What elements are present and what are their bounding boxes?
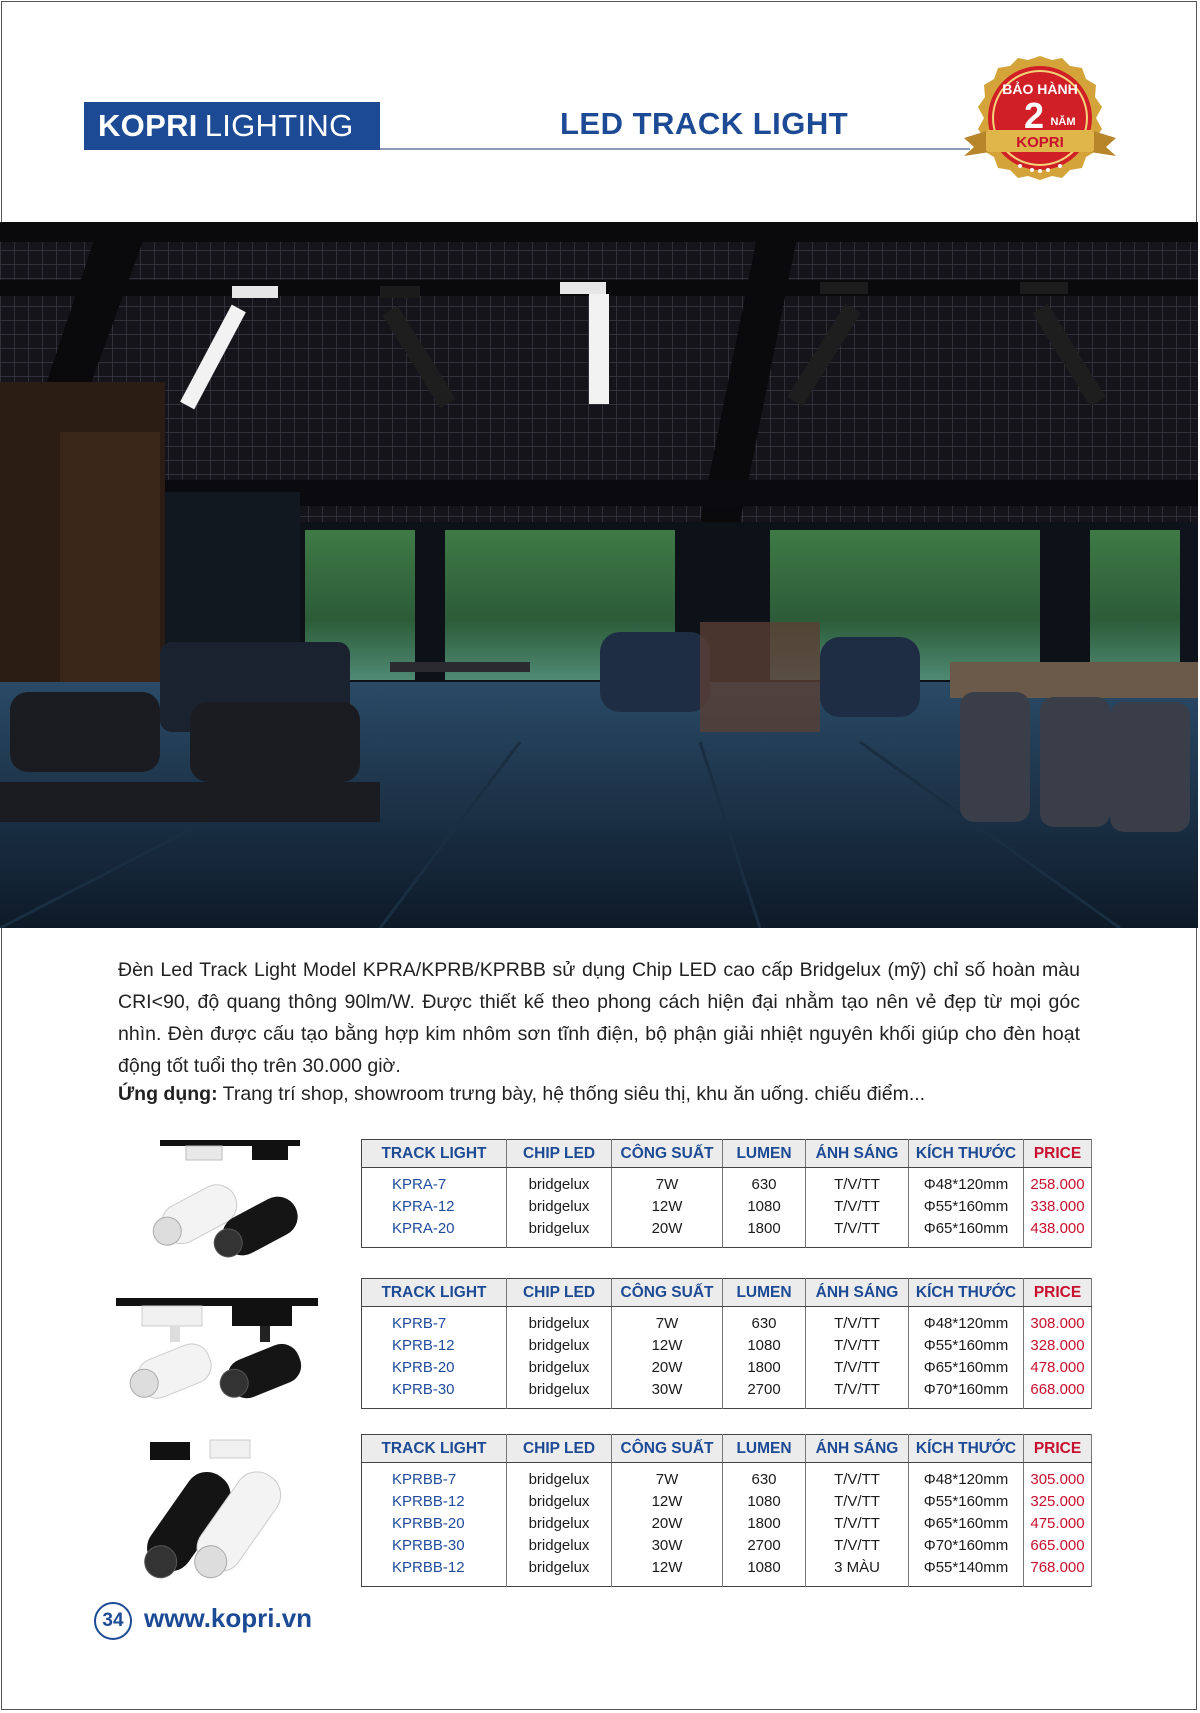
lumen-cell: 630 <box>751 1315 777 1332</box>
power-cell: 7W <box>655 1176 679 1193</box>
size-cell: Φ70*160mm <box>923 1381 1009 1398</box>
kpra-spec-table <box>361 1139 1092 1248</box>
lumen-cell: 1080 <box>747 1198 781 1215</box>
table-row <box>362 1307 1092 1409</box>
chip-cell: bridgelux <box>528 1315 590 1332</box>
light-cell: T/V/TT <box>834 1537 880 1554</box>
price-cell: 338.000 <box>1030 1198 1085 1215</box>
power-cell: 20W <box>651 1220 683 1237</box>
price-cell: 328.000 <box>1030 1337 1085 1354</box>
chip-cell: bridgelux <box>528 1493 590 1510</box>
model-cell: KPRB-30 <box>392 1381 455 1398</box>
col-header-model: TRACK LIGHT <box>362 1279 507 1307</box>
size-cell: Φ55*160mm <box>923 1493 1009 1510</box>
chip-cell: bridgelux <box>528 1559 590 1576</box>
model-cell: KPRBB-7 <box>392 1471 457 1488</box>
col-header-size: KÍCH THƯỚC <box>909 1435 1024 1463</box>
page-title: LED TRACK LIGHT <box>560 106 849 141</box>
col-header-lumen: LUMEN <box>723 1435 806 1463</box>
lumen-cell: 630 <box>751 1471 777 1488</box>
lumen-cell: 1800 <box>747 1220 781 1237</box>
col-header-model: TRACK LIGHT <box>362 1140 507 1168</box>
size-cell: Φ65*160mm <box>923 1515 1009 1532</box>
lumen-cell: 1800 <box>747 1515 781 1532</box>
table-header-row <box>362 1279 1092 1307</box>
model-cell: KPRA-7 <box>392 1176 447 1193</box>
power-cell: 30W <box>651 1381 683 1398</box>
light-cell: 3 MÀU <box>834 1559 880 1576</box>
application-text: Trang trí shop, showroom trưng bày, hệ thống siêu thị, khu ăn uống. chiếu điểm... <box>222 1083 926 1105</box>
page-number: 34 <box>94 1602 132 1640</box>
size-cell: Φ70*160mm <box>923 1537 1009 1554</box>
size-cell: Φ48*120mm <box>923 1471 1009 1488</box>
chip-cell: bridgelux <box>528 1176 590 1193</box>
chip-cell: bridgelux <box>528 1381 590 1398</box>
col-header-power: CÔNG SUẤT <box>612 1140 723 1168</box>
application-label: Ứng dụng: <box>118 1083 218 1105</box>
light-cell: T/V/TT <box>834 1337 880 1354</box>
col-header-price: PRICE <box>1024 1140 1092 1168</box>
product-description: Đèn Led Track Light Model KPRA/KPRB/KPRBB sử dụng Chip LED cao cấp Bridgelux (mỹ) chỉ số hoàn màu CRI<90, độ quang thông 90lm/W. Được thiết kế theo phong cách hiện đại nhằm tạo nên vẻ đẹp từ mọi góc nhìn. Đèn được cấu tạo bằng hợp kim nhôm sơn tĩnh điện, bộ phận giải nhiệt nguyên khối giúp cho đèn hoạt động tốt tuổi thọ trên 30.000 giờ. <box>118 959 1080 1077</box>
kprbb-product-image <box>128 1436 298 1586</box>
light-cell: T/V/TT <box>834 1471 880 1488</box>
table-header-row <box>362 1435 1092 1463</box>
col-header-price: PRICE <box>1024 1435 1092 1463</box>
light-cell: T/V/TT <box>834 1176 880 1193</box>
price-cell: 768.000 <box>1030 1559 1085 1576</box>
col-header-light: ÁNH SÁNG <box>806 1435 909 1463</box>
lumen-cell: 630 <box>751 1176 777 1193</box>
light-cell: T/V/TT <box>834 1381 880 1398</box>
power-cell: 12W <box>651 1493 683 1510</box>
col-header-chip: CHIP LED <box>507 1435 612 1463</box>
power-cell: 7W <box>655 1315 679 1332</box>
header-divider <box>380 148 970 150</box>
restaurant-interior-photo <box>0 222 1198 928</box>
col-header-size: KÍCH THƯỚC <box>909 1140 1024 1168</box>
table-row <box>362 1168 1092 1248</box>
kprb-spec-table <box>361 1278 1092 1409</box>
col-header-light: ÁNH SÁNG <box>806 1279 909 1307</box>
power-cell: 7W <box>655 1471 679 1488</box>
light-cell: T/V/TT <box>834 1515 880 1532</box>
table-header-row <box>362 1140 1092 1168</box>
chip-cell: bridgelux <box>528 1515 590 1532</box>
chip-cell: bridgelux <box>528 1471 590 1488</box>
table-row <box>362 1463 1092 1587</box>
power-cell: 20W <box>651 1515 683 1532</box>
lumen-cell: 2700 <box>747 1537 781 1554</box>
model-cell: KPRB-7 <box>392 1315 447 1332</box>
chip-cell: bridgelux <box>528 1537 590 1554</box>
lumen-cell: 1080 <box>747 1493 781 1510</box>
price-cell: 475.000 <box>1030 1515 1085 1532</box>
size-cell: Φ48*120mm <box>923 1315 1009 1332</box>
power-cell: 30W <box>651 1537 683 1554</box>
badge-number: 2 <box>1023 95 1045 136</box>
model-cell: KPRA-20 <box>392 1220 455 1237</box>
chip-cell: bridgelux <box>528 1337 590 1354</box>
power-cell: 12W <box>651 1198 683 1215</box>
col-header-lumen: LUMEN <box>723 1279 806 1307</box>
model-cell: KPRBB-12 <box>392 1559 465 1576</box>
lumen-cell: 2700 <box>747 1381 781 1398</box>
col-header-chip: CHIP LED <box>507 1140 612 1168</box>
size-cell: Φ48*120mm <box>923 1176 1009 1193</box>
price-cell: 258.000 <box>1030 1176 1085 1193</box>
chip-cell: bridgelux <box>528 1359 590 1376</box>
col-header-light: ÁNH SÁNG <box>806 1140 909 1168</box>
light-cell: T/V/TT <box>834 1220 880 1237</box>
badge-unit: NĂM <box>1050 116 1076 128</box>
col-header-price: PRICE <box>1024 1279 1092 1307</box>
size-cell: Φ65*160mm <box>923 1359 1009 1376</box>
brand-logo <box>84 102 380 150</box>
lumen-cell: 1080 <box>747 1337 781 1354</box>
brand-name-bold: KOPRI <box>98 108 198 143</box>
badge-line1: BẢO HÀNH <box>1002 81 1078 97</box>
light-cell: T/V/TT <box>834 1198 880 1215</box>
price-cell: 308.000 <box>1030 1315 1085 1332</box>
chip-cell: bridgelux <box>528 1198 590 1215</box>
kprb-product-image <box>112 1292 322 1412</box>
size-cell: Φ55*160mm <box>923 1198 1009 1215</box>
chip-cell: bridgelux <box>528 1220 590 1237</box>
application-line <box>118 1083 925 1106</box>
col-header-lumen: LUMEN <box>723 1140 806 1168</box>
light-cell: T/V/TT <box>834 1315 880 1332</box>
model-cell: KPRBB-20 <box>392 1515 465 1532</box>
price-cell: 668.000 <box>1030 1381 1085 1398</box>
light-cell: T/V/TT <box>834 1493 880 1510</box>
model-cell: KPRBB-30 <box>392 1537 465 1554</box>
power-cell: 12W <box>651 1337 683 1354</box>
kpra-product-image <box>120 1136 310 1266</box>
model-cell: KPRB-12 <box>392 1337 455 1354</box>
price-cell: 665.000 <box>1030 1537 1085 1554</box>
size-cell: Φ55*140mm <box>923 1559 1009 1576</box>
col-header-size: KÍCH THƯỚC <box>909 1279 1024 1307</box>
power-cell: 12W <box>651 1559 683 1576</box>
lumen-cell: 1800 <box>747 1359 781 1376</box>
col-header-model: TRACK LIGHT <box>362 1435 507 1463</box>
price-cell: 325.000 <box>1030 1493 1085 1510</box>
badge-brand: KOPRI <box>1016 134 1064 151</box>
price-cell: 478.000 <box>1030 1359 1085 1376</box>
model-cell: KPRB-20 <box>392 1359 455 1376</box>
price-cell: 438.000 <box>1030 1220 1085 1237</box>
brand-name-light: LIGHTING <box>204 108 354 143</box>
website-link[interactable]: www.kopri.vn <box>144 1603 313 1633</box>
col-header-power: CÔNG SUẤT <box>612 1435 723 1463</box>
warranty-badge-icon <box>960 52 1120 192</box>
size-cell: Φ55*160mm <box>923 1337 1009 1354</box>
col-header-chip: CHIP LED <box>507 1279 612 1307</box>
model-cell: KPRBB-12 <box>392 1493 465 1510</box>
kprbb-spec-table <box>361 1434 1092 1587</box>
price-cell: 305.000 <box>1030 1471 1085 1488</box>
size-cell: Φ65*160mm <box>923 1220 1009 1237</box>
light-cell: T/V/TT <box>834 1359 880 1376</box>
power-cell: 20W <box>651 1359 683 1376</box>
model-cell: KPRA-12 <box>392 1198 455 1215</box>
col-header-power: CÔNG SUẤT <box>612 1279 723 1307</box>
lumen-cell: 1080 <box>747 1559 781 1576</box>
